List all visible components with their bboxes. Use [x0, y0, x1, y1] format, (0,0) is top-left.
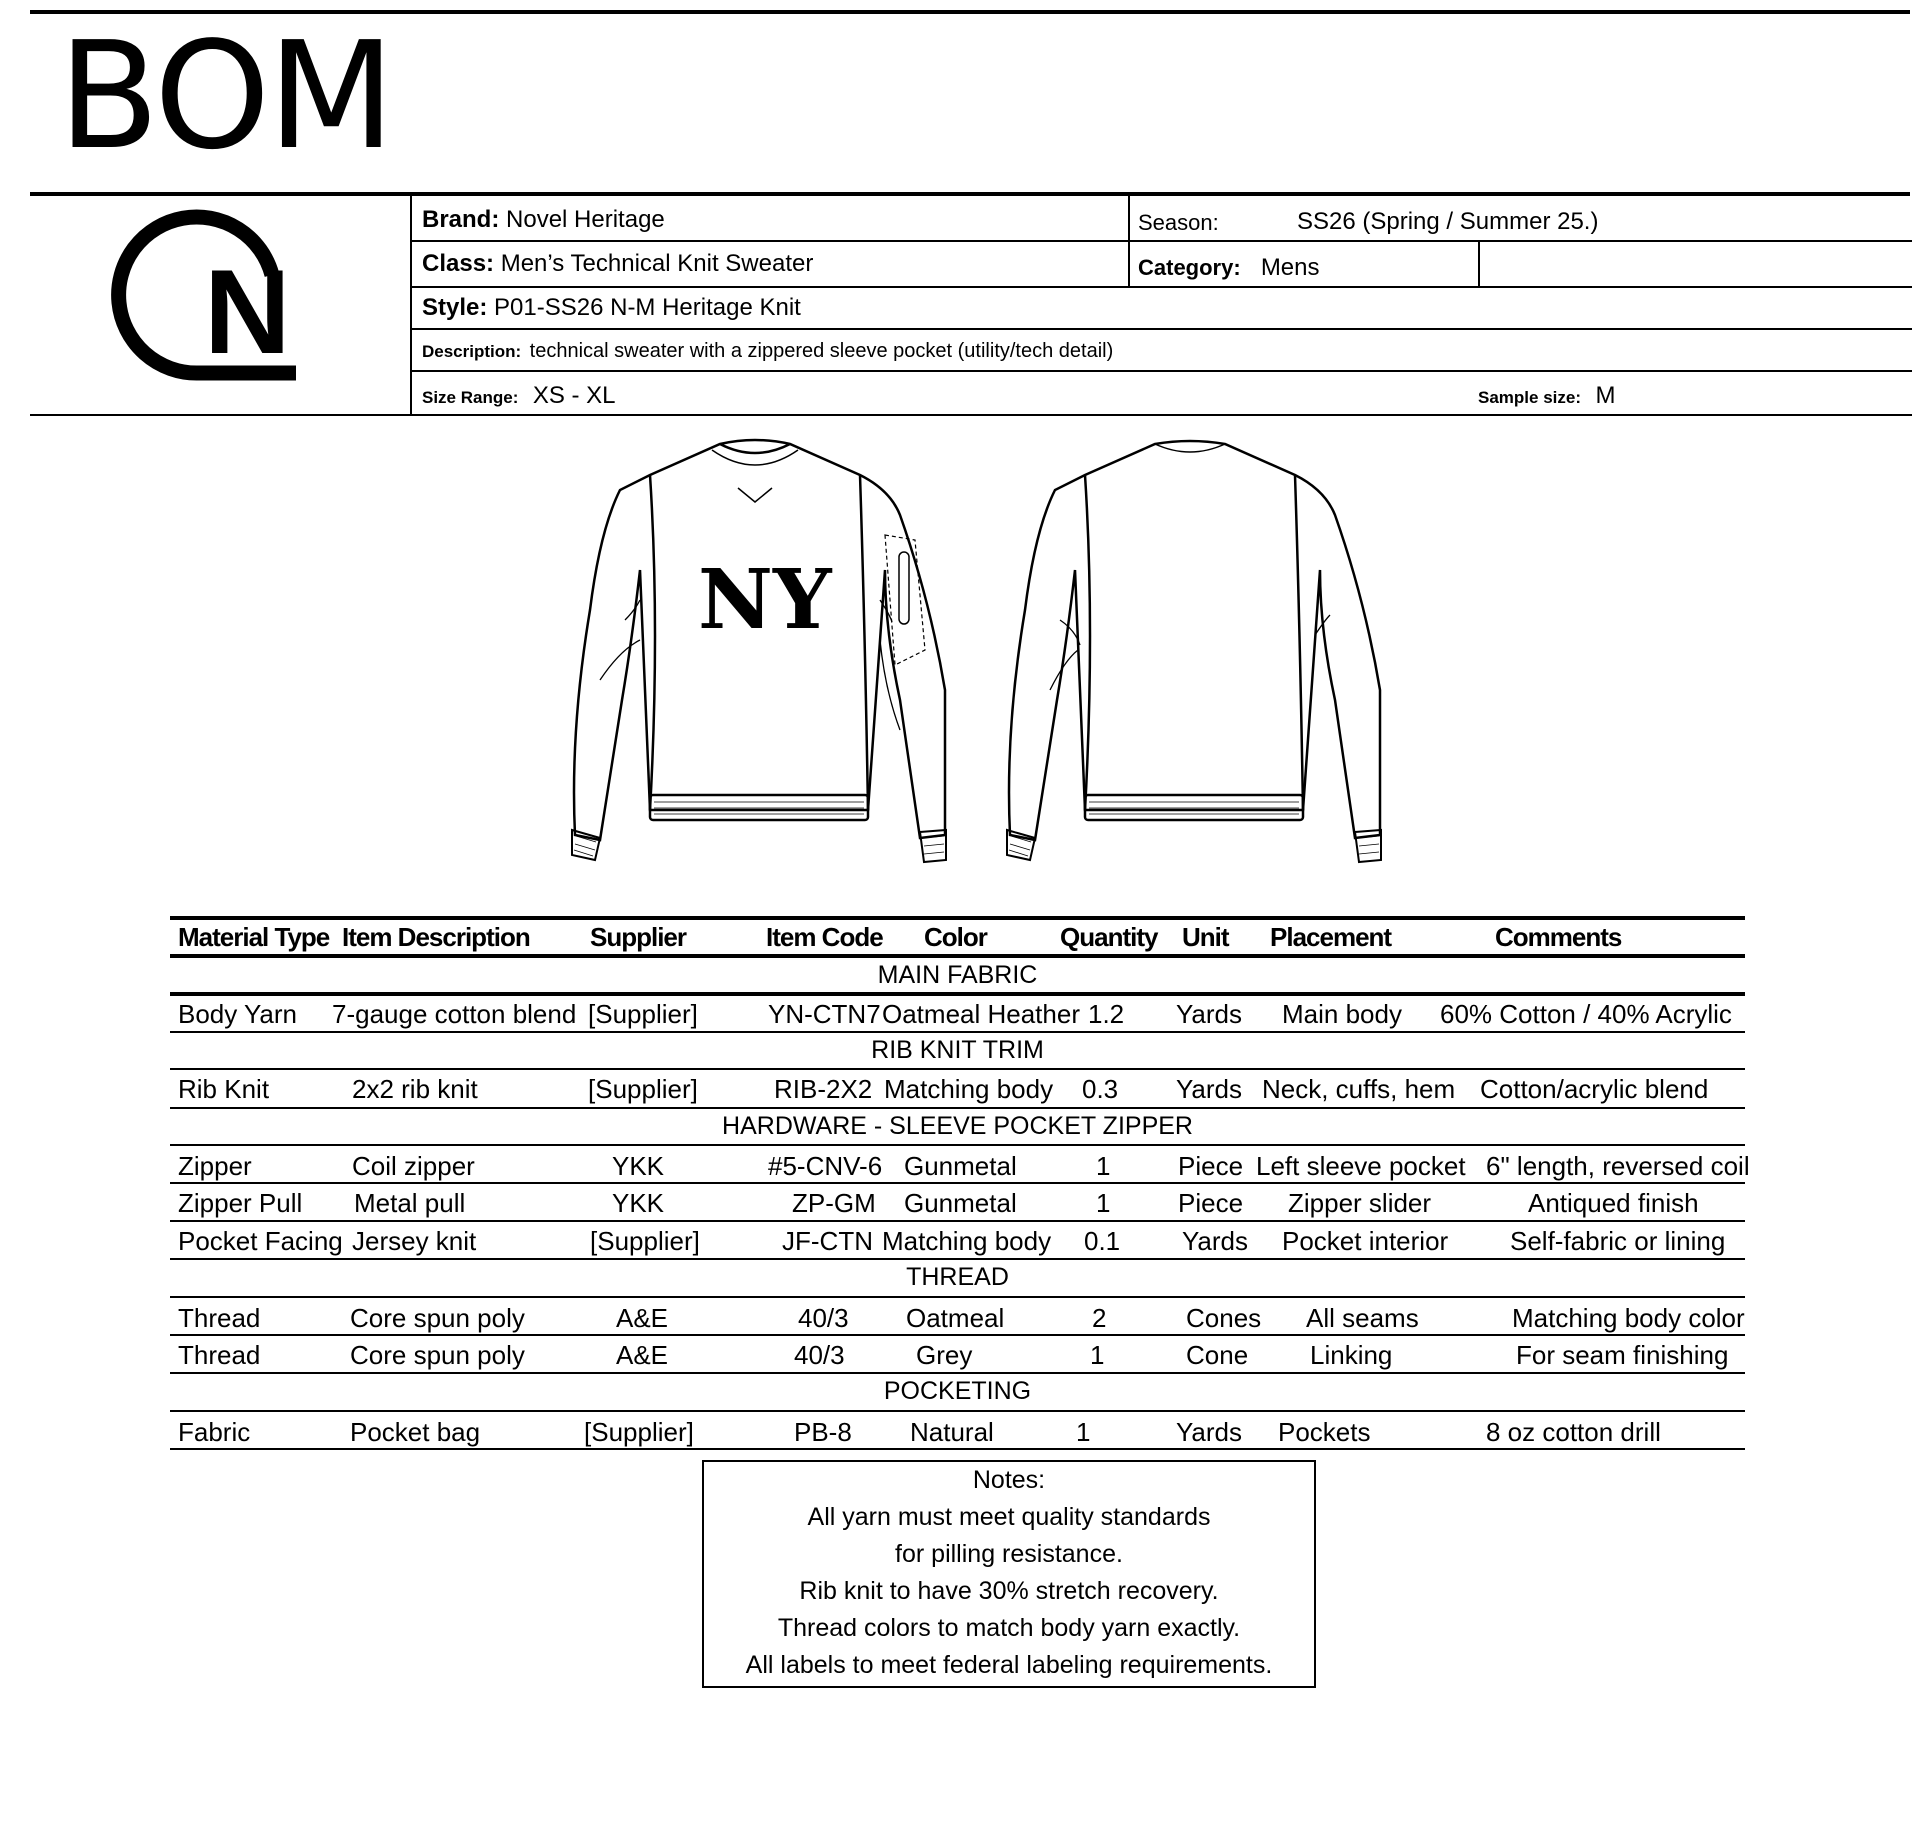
notes-line: Thread colors to match body yarn exactly. [777, 1614, 1241, 1642]
col-header-color: Color [924, 922, 987, 952]
col-header-item-description: Item Description [342, 922, 530, 952]
brand-label: Brand: [422, 206, 500, 233]
notes-title: Notes: [972, 1466, 1046, 1494]
brand-value: Novel Heritage [506, 206, 665, 233]
garment-sketch [540, 430, 1420, 885]
logo-letter: N [204, 245, 291, 379]
section-title: MAIN FABRIC [877, 961, 1038, 989]
col-header-material-type: Material Type [178, 922, 330, 952]
section-title: HARDWARE - SLEEVE POCKET ZIPPER [722, 1112, 1193, 1140]
col-header-quantity: Quantity [1060, 922, 1158, 952]
info-row-size [412, 370, 1912, 416]
header-info [410, 194, 1912, 416]
size-range-label: Size Range: [422, 388, 519, 407]
page-title: BOM [58, 10, 393, 182]
class-value: Men’s Technical Knit Sweater [500, 250, 814, 277]
brand-logo [100, 205, 320, 395]
season-value: SS26 (Spring / Summer 25.) [1297, 208, 1599, 235]
season-label: Season: [1138, 210, 1219, 235]
style-value: P01-SS26 N-M Heritage Knit [494, 294, 801, 321]
category-value: Mens [1260, 254, 1320, 281]
section-title: POCKETING [883, 1377, 1032, 1405]
front-view-sketch [572, 440, 946, 862]
info-divider-2 [1478, 240, 1480, 286]
back-view-sketch [1007, 441, 1381, 862]
col-header-supplier: Supplier [590, 922, 687, 952]
svg-text:NY: NY [698, 552, 832, 648]
size-range-value: XS - XL [532, 382, 616, 409]
col-header-unit: Unit [1182, 922, 1229, 952]
notes-line: for pilling resistance. [895, 1540, 1123, 1568]
class-label: Class: [422, 250, 495, 277]
description-value: technical sweater with a zippered sleeve pocket (utility/tech detail) [529, 340, 1114, 362]
notes-box [702, 1460, 1316, 1688]
info-row-style [412, 286, 1912, 330]
notes-line: Rib knit to have 30% stretch recovery. [799, 1577, 1219, 1605]
notes-line: All labels to meet federal labeling requirements. [745, 1651, 1273, 1679]
section-title: THREAD [906, 1263, 1009, 1291]
sample-size-value: M [1595, 382, 1616, 409]
logo-bottom-rule [30, 414, 410, 416]
category-label: Category: [1138, 255, 1241, 280]
col-header-item-code: Item Code [766, 922, 883, 952]
style-label: Style: [422, 294, 488, 321]
description-label: Description: [422, 342, 522, 361]
notes-line: All yarn must meet quality standards [807, 1503, 1211, 1531]
col-header-comments: Comments [1495, 922, 1622, 952]
section-title: RIB KNIT TRIM [871, 1036, 1044, 1064]
info-row-description [412, 328, 1912, 372]
col-header-placement: Placement [1270, 922, 1392, 952]
sample-size-label: Sample size: [1478, 388, 1581, 407]
